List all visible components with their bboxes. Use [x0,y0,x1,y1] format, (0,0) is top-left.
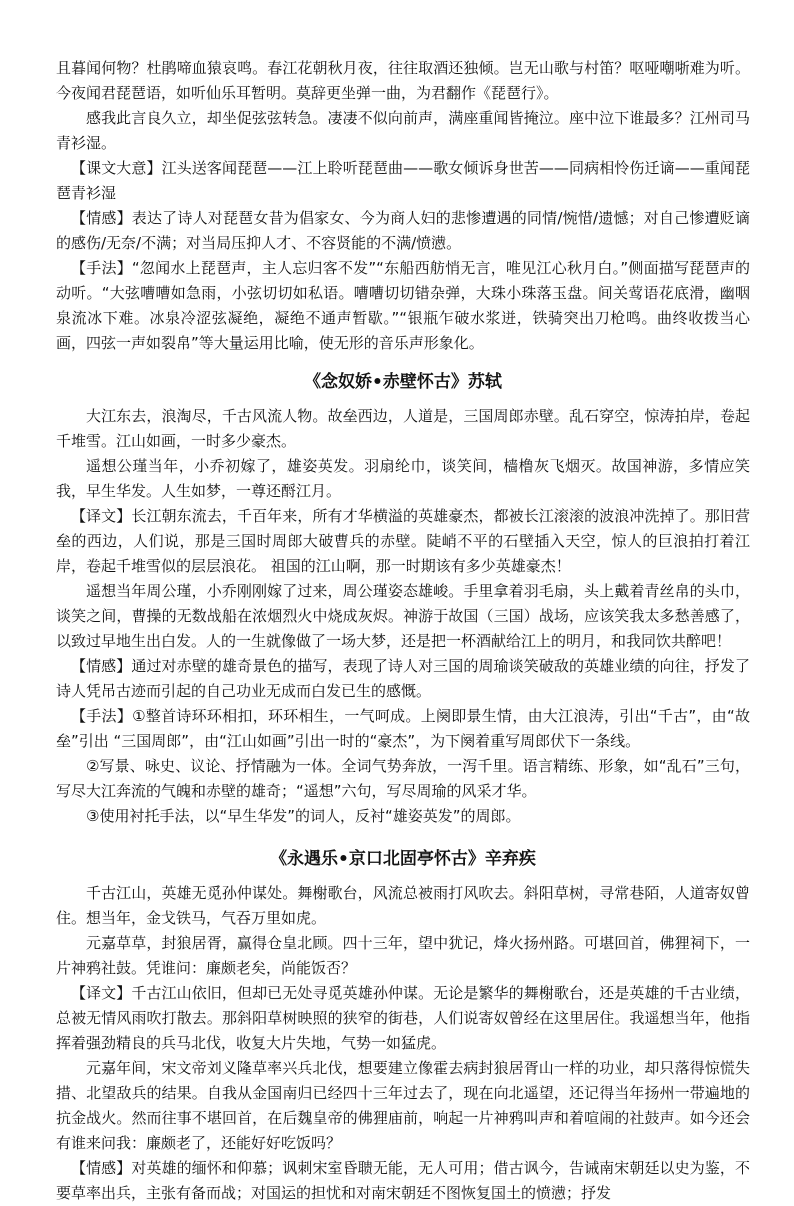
poem-text-continued: 且暮闻何物？杜鹃啼血猿哀鸣。春江花朝秋月夜，往往取酒还独倾。岂无山歌与村笛？呕哑嘲哳难为听。今夜闻君琵琶语，如听仙乐耳暂明。莫辞更坐弹一曲，为君翻作《琵琶行》。 [56,59,750,102]
emotion-paragraph: 【情感】对英雄的缅怀和仰慕；讽刺宋室昏聩无能，无人可用；借古讽今，告诫南宋朝廷以史为鉴，不要草率出兵，主张有备而战；对国运的担忧和对南宋朝廷不图恢复国土的愤懑；抒发 [56,1159,750,1202]
poem-text: 感我此言良久立，却坐促弦弦转急。凄凄不似向前声，满座重闻皆掩泣。座中泣下谁最多？江州司马青衫湿。 [56,109,750,152]
section-title: 《永遇乐•京口北固亭怀古》辛弃疾 [270,849,536,869]
section-title: 《念奴娇•赤壁怀古》苏轼 [304,372,502,392]
poem-text: 大江东去，浪淘尽，千古风流人物。故垒西边，人道是，三国周郎赤壁。乱石穿空，惊涛拍岸，卷起千堆雪。江山如画，一时多少豪杰。 [56,407,750,450]
translation-paragraph: 元嘉年间，宋文帝刘义隆草率兴兵北伐，想要建立像霍去病封狼居胥山一样的功业，却只落得惊慌失措、北望敌兵的结果。自我从金国南归已经四十三年过去了，现在向北遥望，还记得当年扬州一带遍地的抗金战火。然而往事不堪回首，在后魏皇帝的佛狸庙前，响起一片神鸦叫声和着喧闹的社鼓声。如今还会有谁来问我：廉颇老了，还能好好吃饭吗？ [56,1059,750,1152]
emotion-paragraph: 【情感】通过对赤壁的雄奇景色的描写，表现了诗人对三国的周瑜谈笑破敌的英雄业绩的向往，抒发了诗人凭吊古迹而引起的自己功业无成而白发已生的感慨。 [56,657,750,700]
emotion-paragraph: 【情感】表达了诗人对琵琶女昔为倡家女、今为商人妇的悲惨遭遇的同情/惋惜/遗憾；对自己惨遭贬谪的感伤/无奈/不满；对当局压抑人才、不容贤能的不满/愤懑。 [56,209,750,252]
technique-paragraph: ②写景、咏史、议论、抒情融为一体。全词气势奔放，一泻千里。语言精练、形象，如“乱石”三句，写尽大江奔流的气魄和赤壁的雄奇；“遥想”六句，写尽周瑜的风采才华。 [56,757,750,800]
pipa-section [56,56,750,356]
poem-text: 元嘉草草，封狼居胥，赢得仓皇北顾。四十三年，望中犹记，烽火扬州路。可堪回首，佛狸祠下，一片神鸦社鼓。凭谁问：廉颇老矣，尚能饭否？ [56,934,750,977]
technique-paragraph: 【手法】“忽闻水上琵琶声，主人忘归客不发”“东船西舫悄无言，唯见江心秋月白。”侧面描写琵琶声的动听。“大弦嘈嘈如急雨，小弦切切如私语。嘈嘈切切错杂弹，大珠小珠落玉盘。间关莺语花底滑，幽咽泉流冰下难。冰泉冷涩弦凝绝，凝绝不通声暂歇。”“银瓶乍破水浆迸，铁骑突出刀枪鸣。曲终收拨当心画，四弦一声如裂帛”等大量运用比喻，使无形的音乐声形象化。 [56,259,750,352]
poem-text: 千古江山，英雄无觅孙仲谋处。舞榭歌台，风流总被雨打风吹去。斜阳草树，寻常巷陌，人道寄奴曾住。想当年，金戈铁马，气吞万里如虎。 [56,884,750,927]
technique-paragraph: ③使用衬托手法，以“早生华发”的词人，反衬“雄姿英发”的周郎。 [86,807,521,825]
poem-text: 遥想公瑾当年，小乔初嫁了，雄姿英发。羽扇纶巾，谈笑间，樯橹灰飞烟灭。故国神游，多情应笑我，早生华发。人生如梦，一尊还酹江月。 [56,457,750,500]
yongyule-section [56,846,750,1206]
translation-paragraph: 【译文】千古江山依旧，但却已无处寻觅英雄孙仲谋。无论是繁华的舞榭歌台，还是英雄的千古业绩，总被无情风雨吹打散去。那斜阳草树映照的狭窄的街巷，人们说寄奴曾经在这里居住。我遥想当年，他指挥着强劲精良的兵马北伐，收复大片失地，气势一如猛虎。 [56,984,750,1052]
summary-paragraph: 【课文大意】江头送客闻琵琶——江上聆听琵琶曲——歌女倾诉身世苦——同病相怜伤迁谪——重闻琵琶青衫湿 [56,159,750,202]
spacer [56,829,750,833]
translation-paragraph: 遥想当年周公瑾，小乔刚刚嫁了过来，周公瑾姿态雄峻。手里拿着羽毛扇，头上戴着青丝帛的头巾，谈笑之间，曹操的无数战船在浓烟烈火中烧成灰烬。神游于故国（三国）战场，应该笑我太多愁善感了，以致过早地生出白发。人的一生就像做了一场大梦，还是把一杯酒献给江上的明月，和我同饮共醉吧！ [56,582,750,650]
niannujiao-section [56,369,750,829]
translation-paragraph: 【译文】长江朝东流去，千百年来，所有才华横溢的英雄豪杰，都被长江滚滚的波浪冲洗掉了。那旧营垒的西边，人们说，那是三国时周郎大破曹兵的赤壁。陡峭不平的石壁插入天空，惊人的巨浪拍打着江岸，卷起千堆雪似的层层浪花。 祖国的江山啊，那一时期该有多少英雄豪杰！ [56,507,750,575]
technique-paragraph: 【手法】①整首诗环环相扣，环环相生，一气呵成。上阕即景生情，由大江浪涛，引出“千古”，由“故垒”引出 “三国周郎”，由“江山如画”引出一时的“豪杰”，为下阕着重写周郎伏下一条线。 [56,707,750,750]
